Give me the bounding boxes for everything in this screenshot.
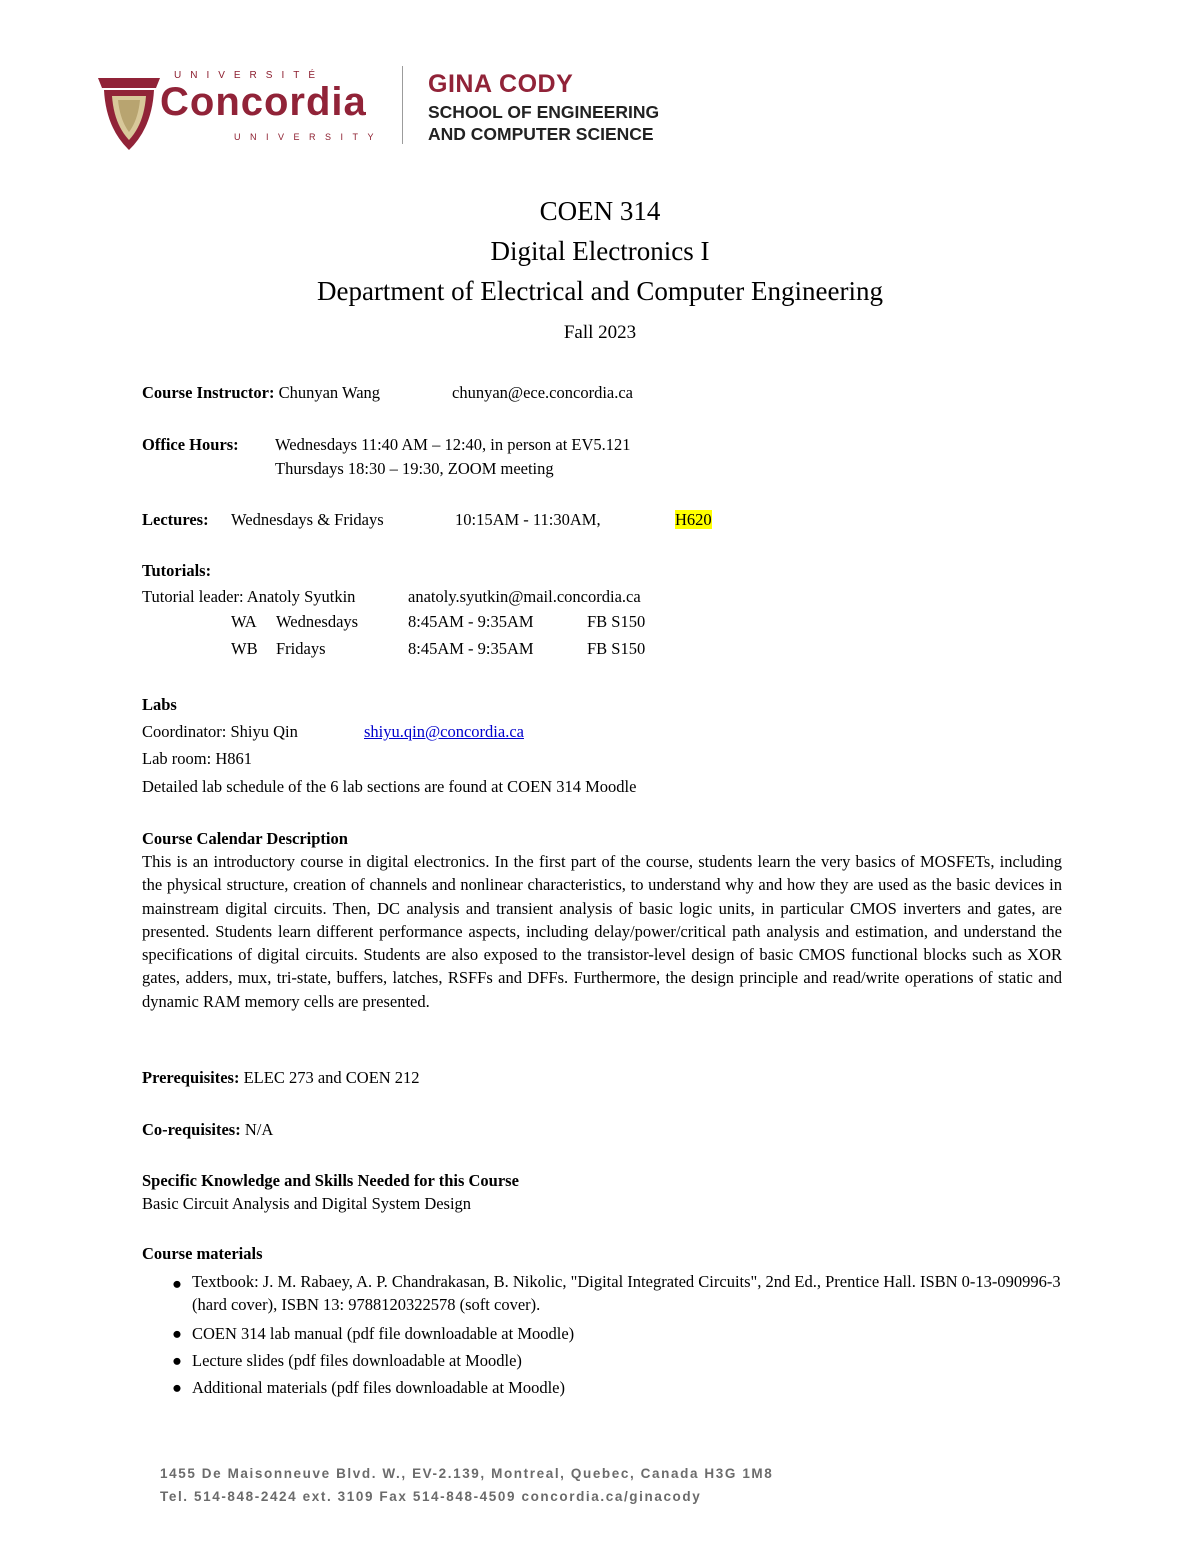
tutorial-section-room: FB S150: [587, 639, 646, 658]
term: Fall 2023: [563, 322, 637, 343]
material-text: Textbook: J. M. Rabaey, A. P. Chandrakasan, B. Nikolic, "Digital Integrated Circuits", 2nd Ed., Prentice Hall. ISBN 0-13-090996-3 (hard cover), ISBN 13: 9788120322578 (soft cover).: [192, 1272, 1061, 1314]
header-logo: [96, 66, 716, 156]
logo-divider: [402, 66, 403, 144]
calendar-description-heading: Course Calendar Description: [142, 829, 348, 848]
material-text: COEN 314 lab manual (pdf file downloadable at Moodle): [192, 1324, 575, 1343]
tutorial-section-day: Fridays: [276, 639, 326, 658]
prerequisites-row: [142, 1066, 420, 1090]
materials-list: [142, 1270, 1067, 1401]
lectures-room: H620: [675, 510, 712, 529]
instructor-label: Course Instructor:: [142, 383, 275, 402]
course-code: COEN 314: [539, 196, 661, 226]
lab-room: Lab room: H861: [142, 749, 252, 768]
school-line-1: SCHOOL OF ENGINEERING: [428, 102, 660, 122]
skills-value: Basic Circuit Analysis and Digital System Design: [142, 1194, 472, 1213]
corequisites-value: N/A: [244, 1120, 274, 1139]
corequisites-label: Co-requisites:: [142, 1120, 241, 1139]
tutorial-section-code: WA: [231, 612, 257, 631]
calendar-description-text: This is an introductory course in digital electronics. In the first part of the course, students learn the very basics of MOSFETs, including the physical structure, creation of channels and nonlinear characteristics, to understand why and how they are used as the basic devices in mainstream digital circuits. Then, DC analysis and transient analysis of basic logic units, in particular CMOS inverters and gates, are presented. Students learn different performance aspects, including delay/power/critical path analysis and estimation, and understand the specifications of digital circuits. Students are also exposed to the transistor-level design of basic CMOS functional blocks such as XOR gates, adders, mux, tri-state, buffers, latches, RSFFs and DFFs. Furthermore, the design principle and read/write operations of static and dynamic RAM memory cells are presented.: [142, 852, 1062, 1011]
skills-heading: Specific Knowledge and Skills Needed for this Course: [142, 1171, 519, 1190]
material-text: Additional materials (pdf files downloadable at Moodle): [192, 1378, 565, 1397]
tutorial-section-time: 8:45AM - 9:35AM: [408, 612, 534, 631]
school-line-2: AND COMPUTER SCIENCE: [428, 124, 654, 144]
corequisites-row: [142, 1118, 273, 1142]
tutorial-section-day: Wednesdays: [276, 612, 359, 631]
bullet-icon: ●: [172, 1351, 182, 1370]
bullet-icon: ●: [172, 1324, 182, 1343]
lab-coordinator-email-link[interactable]: shiyu.qin@concordia.ca: [364, 722, 524, 741]
lectures-days: Wednesdays & Fridays: [231, 510, 384, 529]
university-label: UNIVERSITY: [234, 132, 384, 142]
prerequisites-label: Prerequisites:: [142, 1068, 240, 1087]
list-item: [142, 1347, 1067, 1374]
concordia-crest-icon: [96, 70, 162, 152]
instructor-email[interactable]: chunyan@ece.concordia.ca: [452, 383, 634, 402]
bullet-icon: ●: [172, 1274, 182, 1293]
footer-address: 1455 De Maisonneuve Blvd. W., EV-2.139, Montreal, Quebec, Canada H3G 1M8: [160, 1466, 774, 1481]
lab-coordinator: Coordinator: Shiyu Qin: [142, 722, 298, 741]
tutorial-leader: Tutorial leader: Anatoly Syutkin: [142, 587, 356, 606]
tutorial-section-room: FB S150: [587, 612, 646, 631]
list-item: [142, 1270, 1067, 1316]
list-item: [142, 1374, 1067, 1401]
bullet-icon: ●: [172, 1378, 182, 1397]
lectures-time: 10:15AM - 11:30AM,: [455, 510, 601, 529]
course-name: Digital Electronics I: [490, 236, 710, 266]
instructor-name: Chunyan Wang: [278, 383, 381, 402]
tutorials-label: Tutorials:: [142, 561, 212, 580]
labs-label: Labs: [142, 695, 177, 714]
office-hours-line-2: Thursdays 18:30 – 19:30, ZOOM meeting: [275, 459, 554, 478]
instructor-row: [142, 381, 380, 405]
universite-label: UNIVERSITÉ: [174, 70, 325, 81]
school-name: GINA CODY: [428, 70, 574, 98]
lab-schedule-note: Detailed lab schedule of the 6 lab sections are found at COEN 314 Moodle: [142, 777, 637, 796]
office-hours-label: Office Hours:: [142, 435, 239, 454]
office-hours-line-1: Wednesdays 11:40 AM – 12:40, in person at EV5.121: [275, 435, 631, 454]
list-item: [142, 1320, 1067, 1347]
footer-contact: Tel. 514-848-2424 ext. 3109 Fax 514-848-4509 concordia.ca/ginacody: [160, 1489, 702, 1504]
material-text: Lecture slides (pdf files downloadable at Moodle): [192, 1351, 522, 1370]
tutorial-leader-email[interactable]: anatoly.syutkin@mail.concordia.ca: [408, 587, 641, 606]
tutorial-section-code: WB: [231, 639, 258, 658]
department-name: Department of Electrical and Computer Engineering: [316, 276, 884, 306]
materials-heading: Course materials: [142, 1244, 263, 1263]
prerequisites-value: ELEC 273 and COEN 212: [243, 1068, 420, 1087]
lectures-label: Lectures:: [142, 510, 209, 529]
tutorial-section-time: 8:45AM - 9:35AM: [408, 639, 534, 658]
university-wordmark: Concordia: [160, 80, 367, 124]
